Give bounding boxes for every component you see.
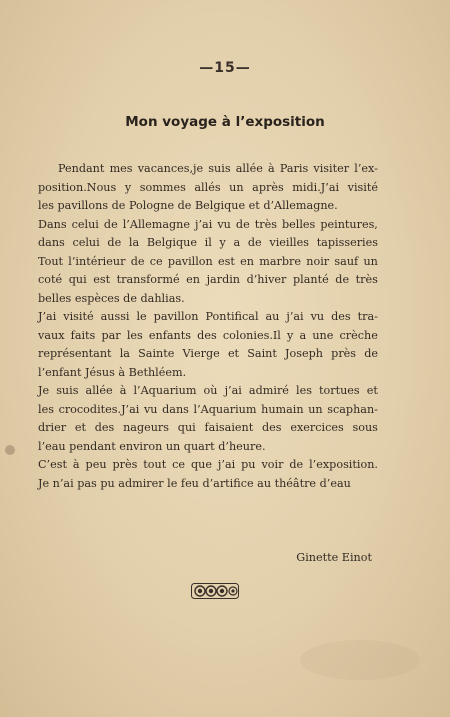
text-line: représentant la Sainte Vierge et Saint Joseph près de	[38, 347, 378, 360]
page-number: —15—	[199, 60, 251, 76]
text-line: dans celui de la Belgique il y a de vieilles tapisseries	[38, 236, 378, 249]
text-line: l’eau pendant environ un quart d’heure.	[38, 439, 266, 453]
text-line: position.Nous y sommes allés un après midi.J’ai visité	[38, 180, 378, 194]
text-line: Pendant mes vacances,je suis allée à Paris visiter l’ex-	[58, 162, 378, 175]
text-line: Je n’ai pas pu admirer le feu d’artifice au théâtre d’eau	[38, 476, 351, 490]
text-line: C’est à peu près tout ce que j’ai pu voir de l’exposition.	[38, 458, 378, 471]
text-line: les crocodites.J’ai vu dans l’Aquarium humain un scaphan-	[38, 402, 378, 416]
signature: Ginette Einot	[296, 551, 372, 564]
text-line: l’enfant Jésus à Bethléem.	[38, 365, 187, 379]
ornament-icon	[191, 583, 239, 599]
text-line: Dans celui de l’Allemagne j’ai vu de très belles peintures,	[38, 217, 378, 231]
text-line: vaux faits par les enfants des colonies.Il y a une crèche	[38, 328, 378, 342]
body-text	[38, 160, 378, 493]
text-line: J’ai visité aussi le pavillon Pontifical au j’ai vu des tra-	[38, 310, 378, 323]
text-line: coté qui est transformé en jardin d’hiver planté de très	[38, 273, 378, 286]
text-line: les pavillons de Pologne de Belgique et d’Allemagne.	[38, 199, 338, 212]
text-line: belles espèces de dahlias.	[38, 291, 185, 305]
text-line: Je suis allée à l’Aquarium où j’ai admiré les tortues et	[38, 384, 378, 397]
paper-stain	[300, 640, 420, 680]
paper-stain	[5, 445, 15, 455]
page-title: Mon voyage à l’exposition	[125, 114, 325, 130]
text-line: drier et des nageurs qui faisaient des exercices sous	[38, 421, 378, 434]
text-line: Tout l’intérieur de ce pavillon est en marbre noir sauf un	[38, 254, 378, 268]
